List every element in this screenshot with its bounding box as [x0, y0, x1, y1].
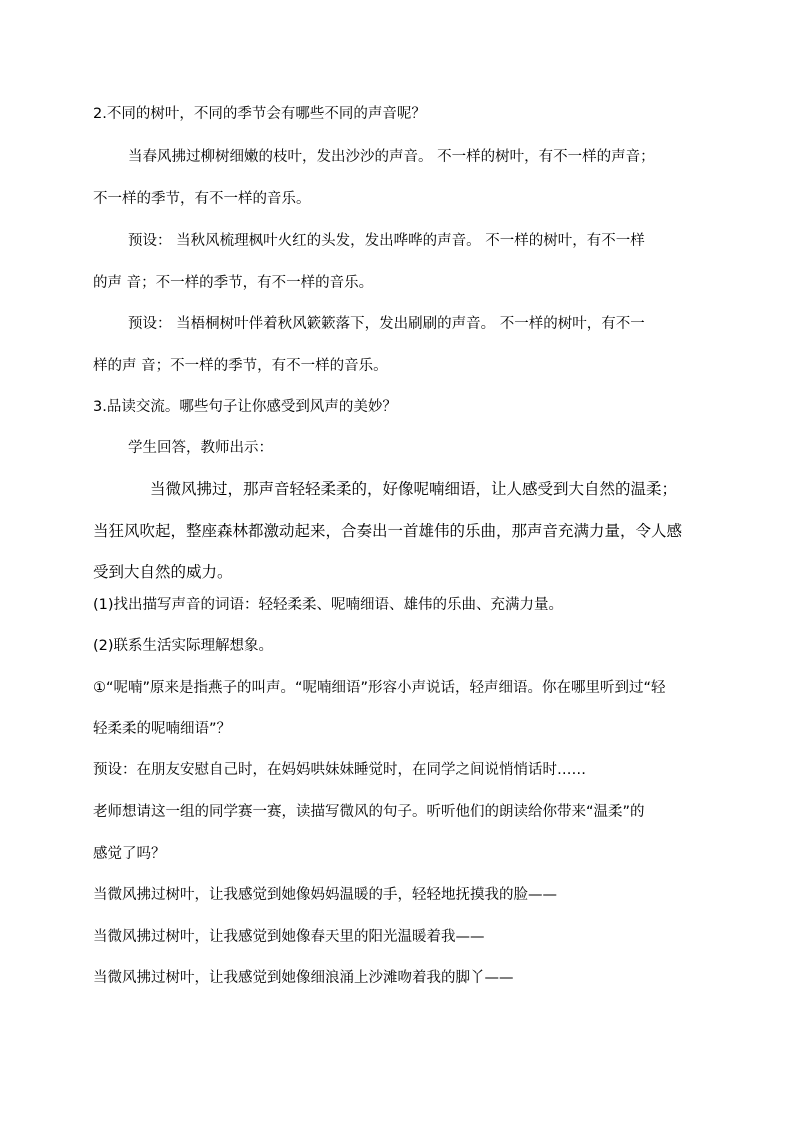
quoted-passage-line: 当狂风吹起，整座森林都激动起来，合奏出一首雄伟的乐曲，那声音充满力量，令人感: [93, 522, 683, 540]
paragraph-line: ①“呢喃”原来是指燕子的叫声。“呢喃细语”形容小声说话，轻声细语。你在哪里听到过“轻: [93, 680, 666, 696]
quoted-passage-line: 受到大自然的威力。: [93, 563, 233, 581]
paragraph-line: 不一样的季节，有不一样的音乐。: [93, 191, 311, 207]
paragraph-line: 老师想请这一组的同学赛一赛，读描写微风的句子。听听他们的朗读给你带来“温柔”的: [93, 804, 645, 820]
list-item-1: (1)找出描写声音的词语：轻轻柔柔、呢喃细语、雄伟的乐曲、充满力量。: [93, 597, 564, 613]
heading-question-3: 3.品读交流。哪些句子让你感受到风声的美妙？: [93, 399, 397, 415]
paragraph-line: 样的声 音；不一样的季节，有不一样的音乐。: [93, 358, 388, 374]
example-sentence: 当微风拂过树叶，让我感觉到她像春天里的阳光温暖着我——: [93, 929, 485, 945]
paragraph-line: 预设： 当秋风梳理枫叶火红的头发，发出哗哗的声音。 不一样的树叶，有不一样: [128, 233, 645, 249]
list-item-2: (2)联系生活实际理解想象。: [93, 638, 274, 654]
paragraph-line: 的声 音；不一样的季节，有不一样的音乐。: [93, 275, 374, 291]
example-sentence: 当微风拂过树叶，让我感觉到她像细浪涌上沙滩吻着我的脚丫——: [93, 970, 514, 986]
paragraph-line: 感觉了吗？: [93, 846, 166, 862]
paragraph-line: 学生回答，教师出示：: [128, 440, 273, 456]
example-sentence: 当微风拂过树叶，让我感觉到她像妈妈温暖的手，轻轻地抚摸我的脸——: [93, 887, 557, 903]
paragraph-line: 预设：在朋友安慰自己时，在妈妈哄妹妹睡觉时，在同学之间说悄悄话时……: [93, 762, 586, 778]
quoted-passage-line: 当微风拂过，那声音轻轻柔柔的，好像呢喃细语，让人感受到大自然的温柔；: [150, 480, 678, 498]
paragraph-line: 预设： 当梧桐树叶伴着秋风簌簌落下，发出刷刷的声音。 不一样的树叶，有不一: [128, 316, 645, 332]
paragraph-line: 当春风拂过柳树细嫩的枝叶，发出沙沙的声音。 不一样的树叶，有不一样的声音；: [128, 149, 655, 165]
paragraph-line: 轻柔柔的呢喃细语”？: [93, 721, 232, 737]
heading-question-2: 2.不同的树叶，不同的季节会有哪些不同的声音呢？: [93, 106, 426, 122]
